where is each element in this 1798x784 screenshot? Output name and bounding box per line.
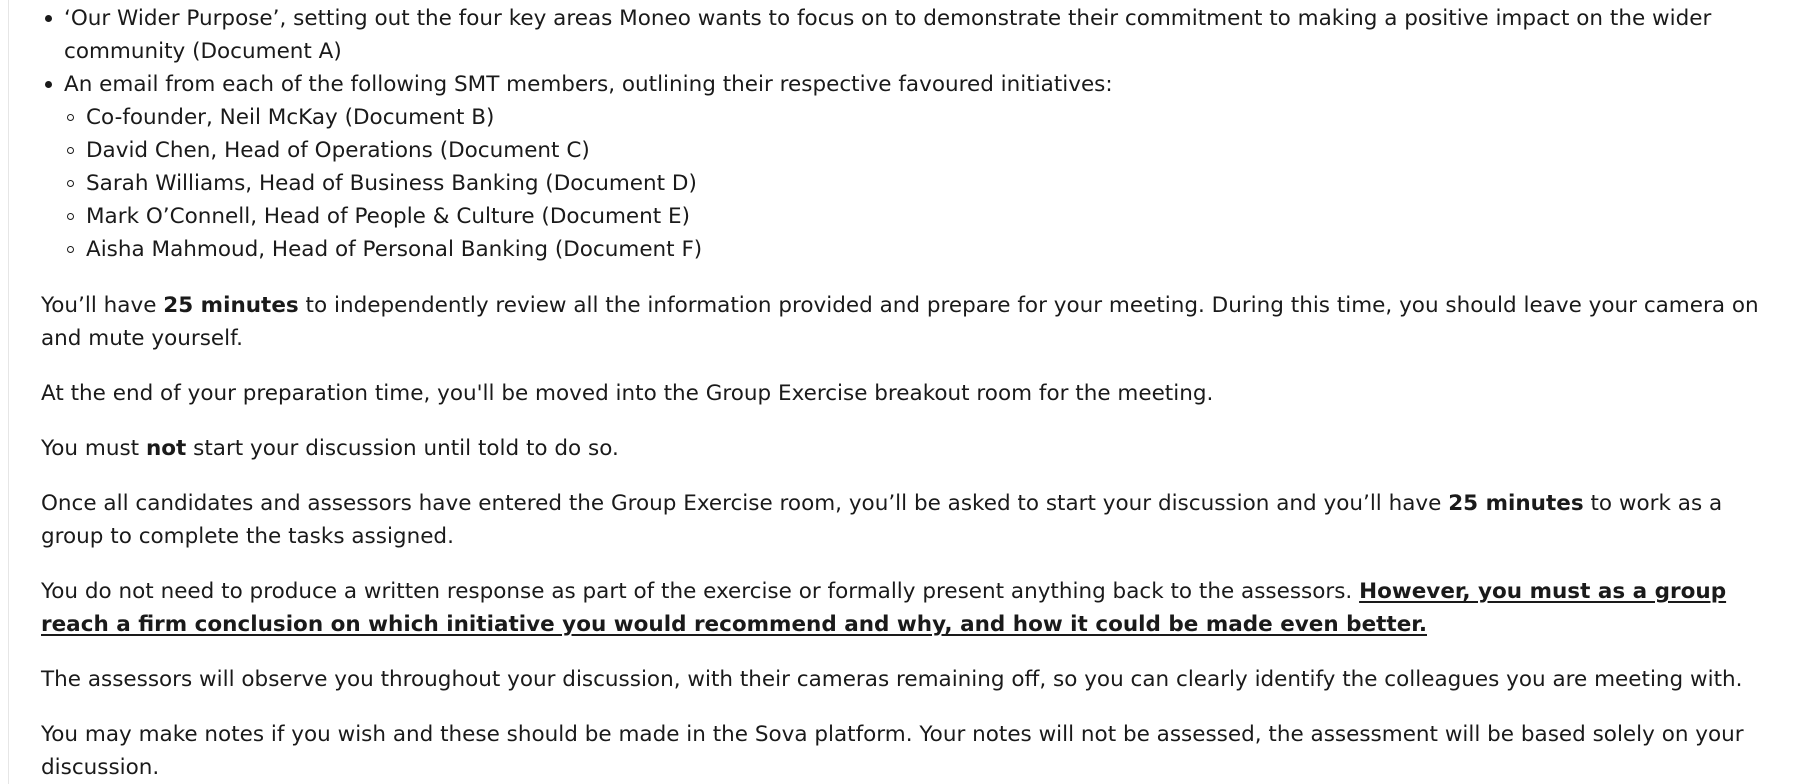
text-segment: The assessors will observe you throughout your discussion, with their cameras remaining off, so you can clearly identify the colleagues you are meeting with. bbox=[41, 667, 1743, 692]
bullet-circle-icon bbox=[67, 114, 74, 121]
list-item-smt-emails bbox=[41, 68, 1791, 266]
text-segment: start your discussion until told to do so. bbox=[186, 436, 619, 461]
smt-member-list bbox=[64, 101, 1791, 266]
bullet-circle-icon bbox=[67, 246, 74, 253]
paragraph-group-discussion bbox=[41, 487, 1791, 553]
text-segment: Once all candidates and assessors have entered the Group Exercise room, you’ll be asked to start your discussion and you’ll have bbox=[41, 491, 1449, 516]
bullet-circle-icon bbox=[67, 213, 74, 220]
document-list bbox=[41, 2, 1791, 266]
instructions-content bbox=[41, 0, 1791, 784]
sub-list-item-aisha-mahmoud bbox=[64, 233, 1791, 266]
paragraph-preparation-time bbox=[41, 289, 1791, 355]
paragraph-assessors-observe bbox=[41, 663, 1791, 696]
text-segment: to work as a group to complete the tasks assigned. bbox=[41, 491, 1723, 549]
bullet-disc-icon bbox=[45, 81, 52, 88]
paragraph-notes bbox=[41, 718, 1791, 784]
sub-list-item-mark-oconnell bbox=[64, 200, 1791, 233]
bullet-disc-icon bbox=[45, 15, 52, 22]
text-segment: You’ll have bbox=[41, 293, 164, 318]
list-item-text: ‘Our Wider Purpose’, setting out the four key areas Moneo wants to focus on to demonstrate their commitment to making a positive impact on the wider community (Document A) bbox=[64, 6, 1712, 64]
bold-duration: 25 minutes bbox=[163, 293, 299, 318]
sub-list-item-text: Mark O’Connell, Head of People & Culture (Document E) bbox=[86, 204, 691, 229]
sub-list-item-sarah-williams bbox=[64, 167, 1791, 200]
sub-list-item-text: Sarah Williams, Head of Business Banking (Document D) bbox=[86, 171, 697, 196]
sub-list-item-text: Aisha Mahmoud, Head of Personal Banking (Document F) bbox=[86, 237, 703, 262]
text-segment: You do not need to produce a written response as part of the exercise or formally present anything back to the assessors. bbox=[41, 579, 1360, 604]
list-item-wider-purpose bbox=[41, 2, 1791, 68]
emphasis-firm-conclusion: However, you must as a group reach a firm conclusion on which initiative you would recommend and why, and how it could be made even better. bbox=[41, 579, 1727, 637]
sub-list-item-neil-mckay bbox=[64, 101, 1791, 134]
text-segment: At the end of your preparation time, you'll be moved into the Group Exercise breakout room for the meeting. bbox=[41, 381, 1214, 406]
text-segment: to independently review all the information provided and prepare for your meeting. During this time, you should leave your camera on and mute yourself. bbox=[41, 293, 1759, 351]
text-segment: You must bbox=[41, 436, 146, 461]
bold-duration: 25 minutes bbox=[1448, 491, 1584, 516]
bullet-circle-icon bbox=[67, 147, 74, 154]
sub-list-item-text: David Chen, Head of Operations (Document C) bbox=[86, 138, 590, 163]
left-border bbox=[8, 0, 9, 784]
bold-not: not bbox=[145, 436, 187, 461]
sub-list-item-text: Co-founder, Neil McKay (Document B) bbox=[86, 105, 495, 130]
paragraph-do-not-start bbox=[41, 432, 1791, 465]
paragraph-breakout-room bbox=[41, 377, 1791, 410]
bullet-circle-icon bbox=[67, 180, 74, 187]
sub-list-item-david-chen bbox=[64, 134, 1791, 167]
paragraph-written-response bbox=[41, 575, 1791, 641]
text-segment: You may make notes if you wish and these should be made in the Sova platform. Your notes will not be assessed, the assessment will be based solely on your discussion. bbox=[41, 722, 1744, 780]
list-item-text: An email from each of the following SMT members, outlining their respective favoured initiatives: bbox=[64, 72, 1113, 97]
